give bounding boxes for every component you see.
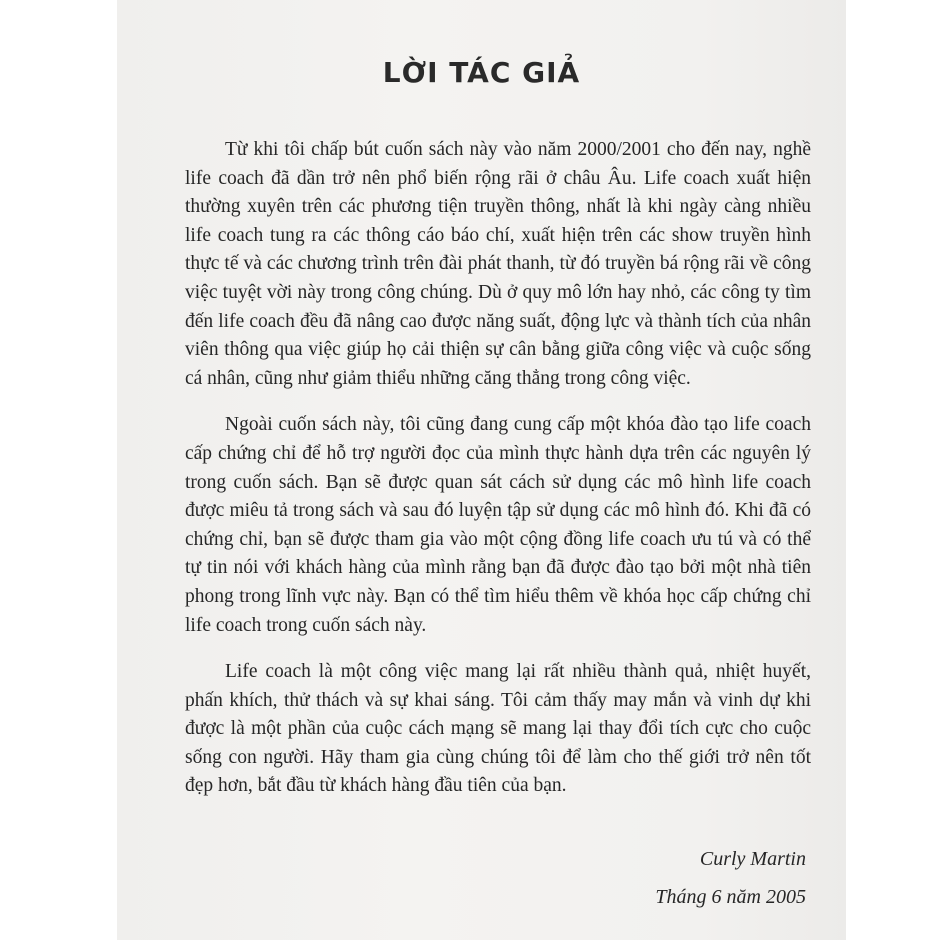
- signature-date: Tháng 6 năm 2005: [655, 886, 806, 908]
- book-page: [117, 0, 846, 940]
- body-text: [185, 136, 811, 819]
- paragraph-2: Ngoài cuốn sách này, tôi cũng đang cung cấp một khóa đào tạo life coach cấp chứng chỉ để hỗ trợ người đọc của mình thực hành dựa trên các nguyên lý trong cuốn sách. Bạn sẽ được quan sát cách sử dụng các mô hình life coach được miêu tả trong sách và sau đó luyện tập sử dụng các mô hình đó. Khi đã có chứng chỉ, bạn sẽ được tham gia vào một cộng đồng life coach ưu tú và có thể tự tin nói với khách hàng của mình rằng bạn đã được đào tạo bởi một nhà tiên phong trong lĩnh vực này. Bạn có thể tìm hiểu thêm về khóa học cấp chứng chỉ life coach trong cuốn sách này.: [185, 414, 811, 636]
- author-signature: Curly Martin: [699, 848, 806, 870]
- paragraph-1: Từ khi tôi chấp bút cuốn sách này vào năm 2000/2001 cho đến nay, nghề life coach đã dần trở nên phổ biến rộng rãi ở châu Âu. Life coach xuất hiện thường xuyên trên các phương tiện truyền thông, nhất là khi ngày càng nhiều life coach tung ra các thông cáo báo chí, xuất hiện trên các show truyền hình thực tế và các chương trình trên đài phát thanh, từ đó truyền bá rộng rãi về công việc tuyệt vời này trong công chúng. Dù ở quy mô lớn hay nhỏ, các công ty tìm đến life coach đều đã nâng cao được năng suất, động lực và thành tích của nhân viên thông qua việc giúp họ cải thiện sự cân bằng giữa công việc và cuộc sống cá nhân, cũng như giảm thiểu những căng thẳng trong công việc.: [185, 139, 811, 389]
- page-title: LỜI TÁC GIẢ: [382, 56, 581, 89]
- paragraph-3: Life coach là một công việc mang lại rất nhiều thành quả, nhiệt huyết, phấn khích, thử thách và sự khai sáng. Tôi cảm thấy may mắn và vinh dự khi được là một phần của cuộc cách mạng sẽ mang lại thay đổi tích cực cho cuộc sống con người. Hãy tham gia cùng chúng tôi để làm cho thế giới trở nên tốt đẹp hơn, bắt đầu từ khách hàng đầu tiên của bạn.: [185, 661, 811, 797]
